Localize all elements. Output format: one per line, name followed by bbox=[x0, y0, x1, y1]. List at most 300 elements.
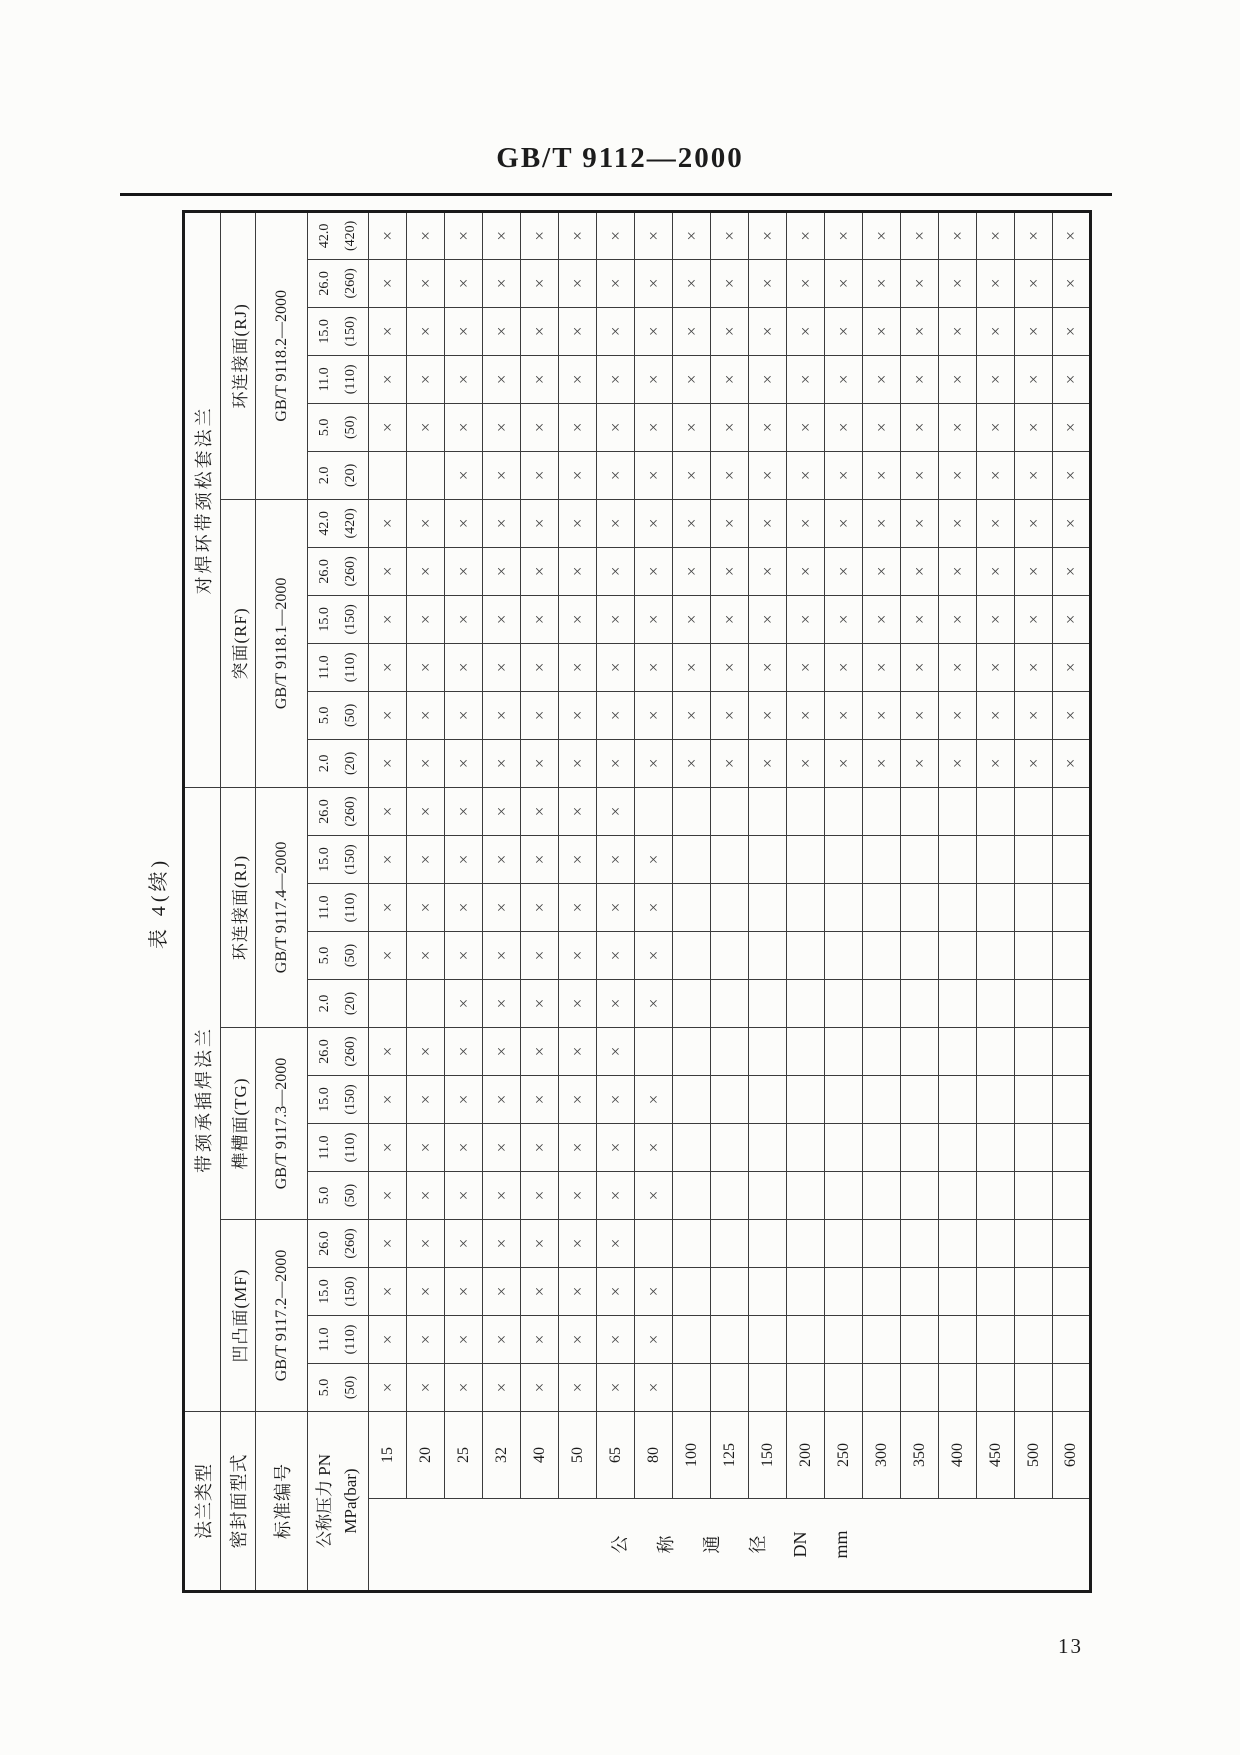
mark-cell: × bbox=[407, 932, 445, 980]
mark-cell: × bbox=[1053, 403, 1091, 451]
seal-face-label: 密封面型式 bbox=[221, 1412, 256, 1592]
mark-cell: × bbox=[901, 451, 939, 499]
mark-cell: × bbox=[369, 787, 407, 835]
mark-cell: × bbox=[977, 547, 1015, 595]
mark-cell bbox=[901, 980, 939, 1028]
mark-cell: × bbox=[635, 259, 673, 307]
mark-cell: × bbox=[445, 1076, 483, 1124]
mark-cell: × bbox=[1053, 307, 1091, 355]
mark-cell: × bbox=[787, 499, 825, 547]
flange-group-1: 对焊环带颈松套法兰 bbox=[184, 211, 221, 787]
mark-cell: × bbox=[711, 307, 749, 355]
mark-cell bbox=[939, 1124, 977, 1172]
mark-cell bbox=[635, 787, 673, 835]
mark-cell bbox=[711, 884, 749, 932]
mark-cell: × bbox=[597, 643, 635, 691]
mark-cell: × bbox=[559, 1268, 597, 1316]
mark-cell: × bbox=[863, 547, 901, 595]
mark-cell: × bbox=[445, 1316, 483, 1364]
mark-cell: × bbox=[407, 884, 445, 932]
mark-cell bbox=[673, 1220, 711, 1268]
mark-cell: × bbox=[369, 1268, 407, 1316]
mark-cell: × bbox=[635, 355, 673, 403]
header-rule bbox=[120, 193, 1112, 196]
mark-cell: × bbox=[369, 1220, 407, 1268]
mark-cell: × bbox=[597, 403, 635, 451]
mark-cell: × bbox=[369, 1124, 407, 1172]
mark-cell: × bbox=[673, 307, 711, 355]
mark-cell: × bbox=[521, 1124, 559, 1172]
dn-value-65: 65 bbox=[597, 1412, 635, 1499]
mark-cell bbox=[977, 1076, 1015, 1124]
mark-cell: × bbox=[939, 499, 977, 547]
mark-cell: × bbox=[749, 547, 787, 595]
mark-cell: × bbox=[369, 1028, 407, 1076]
mark-cell: × bbox=[521, 259, 559, 307]
dn-value-500: 500 bbox=[1015, 1412, 1053, 1499]
mark-cell bbox=[901, 932, 939, 980]
mark-cell bbox=[749, 1268, 787, 1316]
mark-cell bbox=[1053, 1172, 1091, 1220]
mark-cell bbox=[977, 1028, 1015, 1076]
mark-cell: × bbox=[939, 211, 977, 259]
mark-cell bbox=[673, 1028, 711, 1076]
mark-cell: × bbox=[597, 547, 635, 595]
mark-cell bbox=[901, 1076, 939, 1124]
mark-cell bbox=[787, 1364, 825, 1412]
mark-cell: × bbox=[407, 691, 445, 739]
mark-cell: × bbox=[863, 643, 901, 691]
mark-cell: × bbox=[863, 403, 901, 451]
mark-cell bbox=[939, 836, 977, 884]
dn-value-125: 125 bbox=[711, 1412, 749, 1499]
mark-cell: × bbox=[483, 259, 521, 307]
mark-cell: × bbox=[711, 451, 749, 499]
mark-cell bbox=[749, 1172, 787, 1220]
mark-cell: × bbox=[445, 211, 483, 259]
mark-cell: × bbox=[369, 884, 407, 932]
mark-cell: × bbox=[825, 691, 863, 739]
mark-cell: × bbox=[407, 355, 445, 403]
mark-cell: × bbox=[711, 259, 749, 307]
mark-cell bbox=[711, 1220, 749, 1268]
mark-cell bbox=[1053, 980, 1091, 1028]
mark-cell bbox=[825, 932, 863, 980]
mark-cell: × bbox=[597, 836, 635, 884]
mark-cell: × bbox=[635, 211, 673, 259]
mark-cell: × bbox=[559, 451, 597, 499]
mark-cell: × bbox=[483, 499, 521, 547]
mark-cell bbox=[1053, 1220, 1091, 1268]
mark-cell bbox=[977, 932, 1015, 980]
mark-cell bbox=[977, 1172, 1015, 1220]
mark-cell: × bbox=[445, 787, 483, 835]
pressure-cell-10: 11.0 (110) bbox=[308, 884, 369, 932]
mark-cell: × bbox=[407, 643, 445, 691]
mark-cell: × bbox=[1015, 739, 1053, 787]
mark-cell: × bbox=[749, 259, 787, 307]
mark-cell bbox=[749, 787, 787, 835]
mark-cell bbox=[939, 980, 977, 1028]
mark-cell: × bbox=[901, 307, 939, 355]
mark-cell bbox=[901, 1220, 939, 1268]
mark-cell: × bbox=[445, 595, 483, 643]
mark-cell bbox=[825, 836, 863, 884]
mark-cell bbox=[939, 787, 977, 835]
mark-cell: × bbox=[825, 403, 863, 451]
mark-cell: × bbox=[673, 643, 711, 691]
mark-cell: × bbox=[711, 499, 749, 547]
mark-cell: × bbox=[559, 643, 597, 691]
mark-cell bbox=[749, 1220, 787, 1268]
mark-cell bbox=[977, 980, 1015, 1028]
mark-cell: × bbox=[521, 1076, 559, 1124]
mark-cell bbox=[369, 451, 407, 499]
mark-cell: × bbox=[445, 836, 483, 884]
mark-cell: × bbox=[1053, 259, 1091, 307]
mark-cell bbox=[825, 884, 863, 932]
mark-cell bbox=[635, 1220, 673, 1268]
mark-cell bbox=[673, 787, 711, 835]
mark-cell bbox=[787, 836, 825, 884]
mark-cell: × bbox=[1015, 643, 1053, 691]
mark-cell bbox=[673, 1364, 711, 1412]
standard-no-cell-2: GB/T 9117.4—2000 bbox=[256, 787, 308, 1027]
mark-cell: × bbox=[483, 1268, 521, 1316]
mark-cell: × bbox=[483, 932, 521, 980]
mark-cell: × bbox=[711, 739, 749, 787]
mark-cell: × bbox=[369, 259, 407, 307]
mark-cell bbox=[1015, 1028, 1053, 1076]
mark-cell: × bbox=[825, 259, 863, 307]
mark-cell bbox=[749, 884, 787, 932]
mark-cell bbox=[939, 1172, 977, 1220]
mark-cell: × bbox=[901, 547, 939, 595]
mark-cell bbox=[407, 451, 445, 499]
mark-cell: × bbox=[977, 643, 1015, 691]
mark-cell: × bbox=[407, 1364, 445, 1412]
mark-cell: × bbox=[825, 211, 863, 259]
mark-cell: × bbox=[369, 211, 407, 259]
mark-cell: × bbox=[673, 403, 711, 451]
mark-cell: × bbox=[901, 259, 939, 307]
mark-cell bbox=[1053, 1124, 1091, 1172]
mark-cell bbox=[787, 932, 825, 980]
mark-cell: × bbox=[863, 259, 901, 307]
mark-cell bbox=[863, 1220, 901, 1268]
pressure-cell-3: 26.0 (260) bbox=[308, 1220, 369, 1268]
mark-cell: × bbox=[1015, 211, 1053, 259]
mark-cell: × bbox=[483, 1220, 521, 1268]
mark-cell bbox=[673, 1268, 711, 1316]
mark-cell: × bbox=[559, 595, 597, 643]
mark-cell: × bbox=[445, 307, 483, 355]
mark-cell bbox=[711, 932, 749, 980]
mark-cell: × bbox=[635, 547, 673, 595]
mark-cell: × bbox=[445, 980, 483, 1028]
mark-cell: × bbox=[1015, 595, 1053, 643]
mark-cell: × bbox=[521, 884, 559, 932]
mark-cell bbox=[1053, 1268, 1091, 1316]
mark-cell: × bbox=[483, 836, 521, 884]
pressure-label: 公称压力 PN MPa(bar) bbox=[308, 1412, 369, 1592]
pressure-cell-11: 15.0 (150) bbox=[308, 836, 369, 884]
mark-cell: × bbox=[1015, 499, 1053, 547]
table-caption: 表 4(续) bbox=[148, 856, 170, 950]
mark-cell: × bbox=[787, 211, 825, 259]
mark-cell: × bbox=[597, 451, 635, 499]
mark-cell: × bbox=[521, 355, 559, 403]
mark-cell: × bbox=[1015, 403, 1053, 451]
mark-cell: × bbox=[939, 355, 977, 403]
mark-cell bbox=[825, 787, 863, 835]
mark-cell: × bbox=[369, 1076, 407, 1124]
mark-cell: × bbox=[483, 739, 521, 787]
mark-cell: × bbox=[521, 836, 559, 884]
mark-cell bbox=[711, 980, 749, 1028]
mark-cell: × bbox=[635, 932, 673, 980]
seal-face-cell-3: 突面(RF) bbox=[221, 499, 256, 787]
mark-cell bbox=[787, 1316, 825, 1364]
mark-cell: × bbox=[711, 691, 749, 739]
mark-cell bbox=[1015, 1076, 1053, 1124]
mark-cell: × bbox=[483, 451, 521, 499]
mark-cell bbox=[673, 1172, 711, 1220]
mark-cell: × bbox=[559, 403, 597, 451]
mark-cell bbox=[939, 1028, 977, 1076]
mark-cell bbox=[673, 1076, 711, 1124]
dn-value-80: 80 bbox=[635, 1412, 673, 1499]
mark-cell: × bbox=[635, 1268, 673, 1316]
mark-cell bbox=[711, 1268, 749, 1316]
mark-cell: × bbox=[407, 1028, 445, 1076]
mark-cell: × bbox=[711, 211, 749, 259]
flange-group-0: 带颈承插焊法兰 bbox=[184, 787, 221, 1411]
mark-cell: × bbox=[977, 499, 1015, 547]
mark-cell: × bbox=[863, 595, 901, 643]
mark-cell: × bbox=[635, 403, 673, 451]
mark-cell: × bbox=[1053, 211, 1091, 259]
mark-cell: × bbox=[559, 787, 597, 835]
pressure-cell-2: 15.0 (150) bbox=[308, 1268, 369, 1316]
dn-value-50: 50 bbox=[559, 1412, 597, 1499]
mark-cell: × bbox=[445, 1124, 483, 1172]
mark-cell: × bbox=[407, 1268, 445, 1316]
mark-cell: × bbox=[407, 547, 445, 595]
mark-cell: × bbox=[445, 547, 483, 595]
mark-cell: × bbox=[749, 739, 787, 787]
mark-cell: × bbox=[939, 451, 977, 499]
mark-cell: × bbox=[1015, 259, 1053, 307]
mark-cell: × bbox=[559, 547, 597, 595]
mark-cell: × bbox=[787, 451, 825, 499]
mark-cell: × bbox=[635, 595, 673, 643]
mark-cell: × bbox=[445, 691, 483, 739]
dn-value-15: 15 bbox=[369, 1412, 407, 1499]
mark-cell: × bbox=[1053, 691, 1091, 739]
mark-cell bbox=[749, 1364, 787, 1412]
mark-cell: × bbox=[825, 307, 863, 355]
pressure-cell-13: 2.0 (20) bbox=[308, 739, 369, 787]
mark-cell: × bbox=[901, 499, 939, 547]
mark-cell bbox=[787, 980, 825, 1028]
mark-cell: × bbox=[597, 1268, 635, 1316]
dn-value-250: 250 bbox=[825, 1412, 863, 1499]
mark-cell: × bbox=[749, 403, 787, 451]
mark-cell: × bbox=[521, 1220, 559, 1268]
mark-cell bbox=[901, 1124, 939, 1172]
mark-cell: × bbox=[787, 403, 825, 451]
mark-cell bbox=[787, 1220, 825, 1268]
mark-cell: × bbox=[445, 403, 483, 451]
mark-cell: × bbox=[673, 691, 711, 739]
mark-cell: × bbox=[635, 1076, 673, 1124]
mark-cell bbox=[1015, 932, 1053, 980]
mark-cell bbox=[901, 787, 939, 835]
mark-cell bbox=[977, 884, 1015, 932]
mark-cell: × bbox=[635, 451, 673, 499]
mark-cell: × bbox=[407, 1316, 445, 1364]
mark-cell: × bbox=[559, 1028, 597, 1076]
mark-cell: × bbox=[559, 739, 597, 787]
mark-cell bbox=[749, 1316, 787, 1364]
mark-cell: × bbox=[749, 595, 787, 643]
mark-cell bbox=[901, 836, 939, 884]
pressure-cell-22: 15.0 (150) bbox=[308, 307, 369, 355]
mark-cell: × bbox=[1015, 451, 1053, 499]
pressure-cell-21: 11.0 (110) bbox=[308, 355, 369, 403]
mark-cell bbox=[825, 1124, 863, 1172]
mark-cell: × bbox=[483, 980, 521, 1028]
mark-cell bbox=[977, 1364, 1015, 1412]
mark-cell: × bbox=[597, 355, 635, 403]
mark-cell: × bbox=[369, 595, 407, 643]
mark-cell bbox=[825, 980, 863, 1028]
mark-cell bbox=[787, 1172, 825, 1220]
mark-cell bbox=[1015, 836, 1053, 884]
mark-cell bbox=[939, 1220, 977, 1268]
mark-cell bbox=[863, 1076, 901, 1124]
standard-no-cell-1: GB/T 9117.3—2000 bbox=[256, 1028, 308, 1220]
mark-cell: × bbox=[635, 1316, 673, 1364]
mark-cell: × bbox=[597, 1124, 635, 1172]
mark-cell: × bbox=[939, 403, 977, 451]
mark-cell: × bbox=[977, 307, 1015, 355]
mark-cell: × bbox=[445, 1268, 483, 1316]
mark-cell: × bbox=[901, 691, 939, 739]
mark-cell: × bbox=[635, 836, 673, 884]
mark-cell: × bbox=[521, 451, 559, 499]
mark-cell bbox=[863, 1364, 901, 1412]
mark-cell: × bbox=[445, 499, 483, 547]
mark-cell: × bbox=[749, 307, 787, 355]
mark-cell: × bbox=[673, 595, 711, 643]
pressure-cell-0: 5.0 (50) bbox=[308, 1364, 369, 1412]
mark-cell: × bbox=[597, 1220, 635, 1268]
mark-cell: × bbox=[1053, 499, 1091, 547]
mark-cell: × bbox=[825, 643, 863, 691]
mark-cell: × bbox=[863, 355, 901, 403]
mark-cell bbox=[1015, 1172, 1053, 1220]
mark-cell bbox=[977, 1220, 1015, 1268]
dn-value-40: 40 bbox=[521, 1412, 559, 1499]
mark-cell: × bbox=[483, 1124, 521, 1172]
pressure-cell-23: 26.0 (260) bbox=[308, 259, 369, 307]
mark-cell bbox=[863, 1124, 901, 1172]
mark-cell: × bbox=[559, 884, 597, 932]
pressure-cell-24: 42.0 (420) bbox=[308, 211, 369, 259]
mark-cell bbox=[977, 1124, 1015, 1172]
dn-value-350: 350 bbox=[901, 1412, 939, 1499]
mark-cell: × bbox=[369, 547, 407, 595]
mark-cell bbox=[711, 1028, 749, 1076]
mark-cell bbox=[749, 932, 787, 980]
mark-cell bbox=[977, 836, 1015, 884]
mark-cell bbox=[1053, 884, 1091, 932]
mark-cell bbox=[1015, 884, 1053, 932]
mark-cell bbox=[1053, 787, 1091, 835]
mark-cell: × bbox=[1053, 451, 1091, 499]
mark-cell: × bbox=[863, 499, 901, 547]
mark-cell bbox=[711, 787, 749, 835]
mark-cell bbox=[977, 787, 1015, 835]
mark-cell: × bbox=[559, 499, 597, 547]
mark-cell: × bbox=[521, 499, 559, 547]
mark-cell bbox=[825, 1316, 863, 1364]
mark-cell: × bbox=[711, 643, 749, 691]
mark-cell: × bbox=[787, 643, 825, 691]
mark-cell bbox=[711, 1124, 749, 1172]
mark-cell: × bbox=[939, 691, 977, 739]
mark-cell: × bbox=[521, 980, 559, 1028]
mark-cell: × bbox=[597, 691, 635, 739]
mark-cell: × bbox=[369, 1316, 407, 1364]
mark-cell bbox=[673, 1124, 711, 1172]
mark-cell bbox=[749, 1028, 787, 1076]
mark-cell bbox=[711, 836, 749, 884]
mark-cell bbox=[939, 1364, 977, 1412]
dn-value-20: 20 bbox=[407, 1412, 445, 1499]
mark-cell bbox=[673, 1316, 711, 1364]
mark-cell bbox=[1015, 980, 1053, 1028]
mark-cell bbox=[673, 980, 711, 1028]
mark-cell: × bbox=[559, 836, 597, 884]
mark-cell: × bbox=[445, 643, 483, 691]
mark-cell: × bbox=[977, 403, 1015, 451]
pressure-cell-1: 11.0 (110) bbox=[308, 1316, 369, 1364]
mark-cell: × bbox=[407, 787, 445, 835]
mark-cell: × bbox=[407, 1124, 445, 1172]
mark-cell bbox=[939, 1316, 977, 1364]
mark-cell: × bbox=[787, 595, 825, 643]
mark-cell: × bbox=[407, 1076, 445, 1124]
mark-cell bbox=[863, 1268, 901, 1316]
mark-cell: × bbox=[787, 259, 825, 307]
mark-cell: × bbox=[559, 1076, 597, 1124]
mark-cell bbox=[673, 884, 711, 932]
mark-cell: × bbox=[825, 499, 863, 547]
mark-cell: × bbox=[597, 980, 635, 1028]
mark-cell: × bbox=[939, 259, 977, 307]
mark-cell: × bbox=[521, 932, 559, 980]
mark-cell bbox=[901, 1316, 939, 1364]
mark-cell: × bbox=[445, 884, 483, 932]
mark-cell: × bbox=[521, 1028, 559, 1076]
mark-cell: × bbox=[787, 691, 825, 739]
mark-cell: × bbox=[559, 1172, 597, 1220]
mark-cell: × bbox=[521, 787, 559, 835]
standard-no-cell-0: GB/T 9117.2—2000 bbox=[256, 1220, 308, 1412]
